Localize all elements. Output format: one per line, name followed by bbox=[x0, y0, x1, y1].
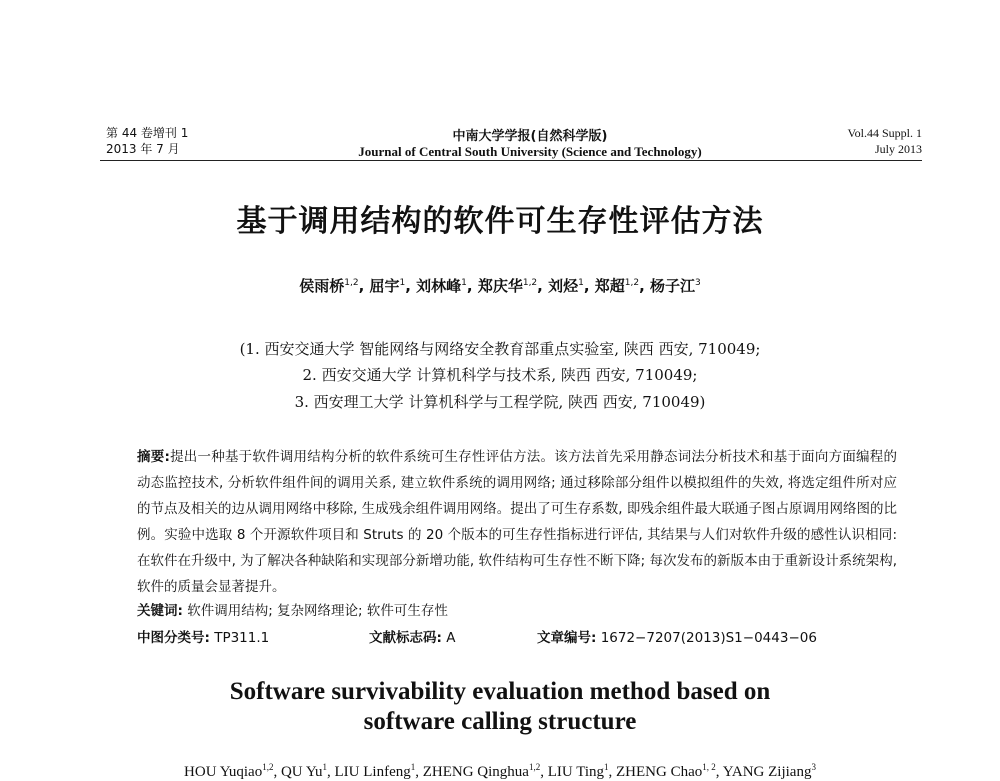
author-cn: 刘烃$^1$ bbox=[548, 277, 584, 295]
title-en bbox=[0, 677, 1000, 737]
affiliation-1: (1. 西安交通大学 智能网络与网络安全教育部重点实验室, 陕西 西安, 710049; bbox=[239, 340, 761, 358]
abstract-cn bbox=[137, 444, 897, 600]
author-cn: 刘林峰$^1$ bbox=[416, 277, 467, 295]
volume-cn: 第 44 卷增刊 1 bbox=[106, 126, 189, 140]
author-en: HOU Yuqiao$^{1,2}$ bbox=[184, 762, 274, 780]
author-list-cn: 侯雨桥$^{1,2}$, 屈宇$^1$, 刘林峰$^1$, 郑庆华$^{1,2}$, 刘烃$^1$, 郑超$^{1,2}$, 杨子江$^3$ bbox=[299, 277, 701, 295]
keywords-label: 关键词: bbox=[137, 603, 183, 619]
page-title: 基于调用结构的软件可生存性评估方法 bbox=[236, 204, 764, 239]
author-en: LIU Ting$^1$ bbox=[547, 762, 609, 780]
clc-number: 中图分类号: TP311.1 bbox=[137, 630, 270, 646]
author-en: ZHENG Chao$^{1, 2}$ bbox=[616, 762, 716, 780]
affiliation-3: 3. 西安理工大学 计算机科学与工程学院, 陕西 西安, 710049) bbox=[294, 393, 706, 411]
header-rule bbox=[100, 160, 922, 161]
title-en-line-2: software calling structure bbox=[363, 708, 637, 735]
header-left bbox=[106, 125, 188, 157]
journal-name-en: Journal of Central South University (Science and Technology) bbox=[358, 144, 702, 159]
date-en: July 2013 bbox=[874, 142, 922, 156]
volume-en: Vol.44 Suppl. 1 bbox=[847, 126, 922, 140]
abstract-text: 提出一种基于软件调用结构分析的软件系统可生存性评估方法。该方法首先采用静态词法分析技术和基于面向方面编程的动态监控技术, 分析软件组件间的调用关系, 建立软件系统的调用网络; 通过移除部分组件以模拟组件的失效, 将选定组件所对应的节点及相关的边从调用网络中移除, 生成残余组件调用网络。提出了可生存系数, 即残余组件最大联通子图占原调用网络图的比例。实验中选取 8 个开源软件项目和 Struts 的 20 个版本的可生存性指标进行评估, 其结果与人们对软件升级的感性认识相同: 在软件在升级中, 为了解决各种缺陷和实现部分新增功能, 软件结构可生存性不断下降; 每次发布的新版本由于重新设计系统架构, 软件的质量会显著提升。 bbox=[137, 449, 897, 595]
author-cn: 郑超$^{1,2}$ bbox=[594, 277, 640, 295]
author-en: QU Yu$^1$ bbox=[280, 762, 327, 780]
author-cn: 屈宇$^1$ bbox=[369, 277, 406, 295]
keywords-cn bbox=[137, 599, 448, 619]
date-cn: 2013 年 7 月 bbox=[106, 142, 180, 156]
abstract-label: 摘要: bbox=[137, 449, 170, 465]
header-right bbox=[848, 125, 922, 157]
author-en: ZHENG Qinghua$^{1,2}$ bbox=[422, 762, 541, 780]
author-cn: 郑庆华$^{1,2}$ bbox=[477, 277, 538, 295]
author-cn: 侯雨桥$^{1,2}$ bbox=[299, 277, 359, 295]
author-en: LIU Linfeng$^1$ bbox=[334, 762, 416, 780]
keywords-text: 软件调用结构; 复杂网络理论; 软件可生存性 bbox=[187, 603, 448, 619]
author-en: YANG Zijiang$^3$ bbox=[722, 762, 816, 780]
title-en-line-1: Software survivability evaluation method based on bbox=[229, 678, 771, 705]
author-cn: 杨子江$^3$ bbox=[650, 277, 701, 295]
affiliation-2: 2. 西安交通大学 计算机科学与技术系, 陕西 西安, 710049; bbox=[302, 366, 698, 384]
header-center bbox=[300, 125, 760, 160]
document-code: 文献标志码: A bbox=[369, 630, 456, 646]
journal-name-cn: 中南大学学报(自然科学版) bbox=[452, 129, 608, 144]
article-number: 文章编号: 1672−7207(2013)S1−0443−06 bbox=[537, 630, 817, 646]
author-list-en: HOU Yuqiao$^{1,2}$, QU Yu$^1$, LIU Linfeng$^1$, ZHENG Qinghua$^{1,2}$, LIU Ting$^1$, ZHENG Chao$^{1, 2}$, YANG Zijiang$^3$ bbox=[184, 762, 816, 780]
